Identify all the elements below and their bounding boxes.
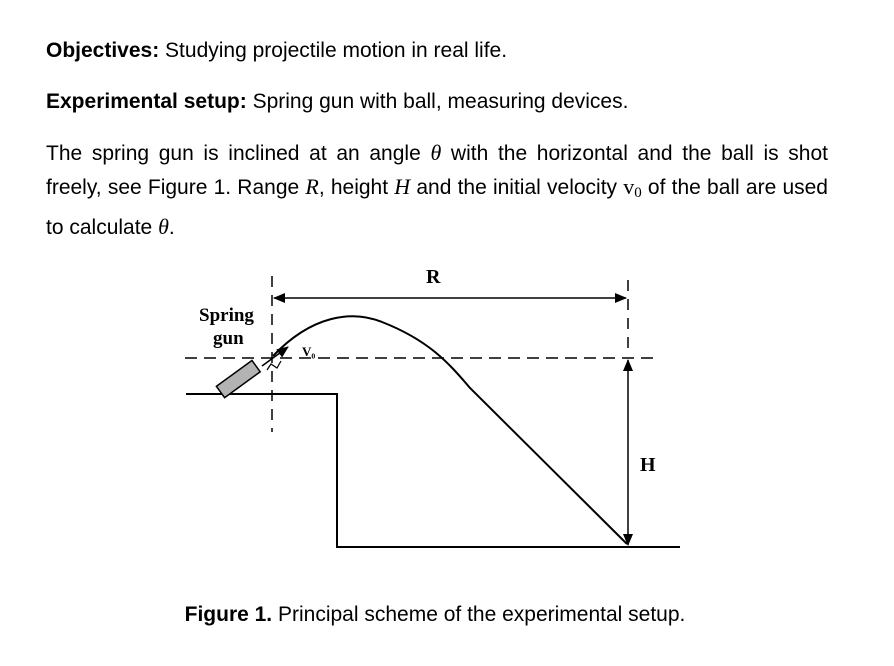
desc-part1: The spring gun is inclined at an angle: [46, 142, 431, 165]
setup-label: Experimental setup:: [46, 90, 247, 113]
range-symbol: R: [305, 174, 319, 199]
setup-text: Spring gun with ball, measuring devices.: [246, 90, 629, 113]
desc-part2: with the horizontal and the ball is shot freely, see Figure 1. Range: [46, 142, 828, 199]
description-paragraph: [46, 136, 828, 244]
desc-part3: , height: [318, 176, 395, 199]
angle-arc: [267, 361, 281, 370]
range-label: R: [426, 266, 441, 288]
theta-symbol-2: θ: [158, 214, 169, 239]
caption-label: Figure 1.: [184, 603, 273, 626]
theta-symbol: θ: [430, 140, 442, 165]
velocity-symbol: v: [623, 174, 635, 199]
desc-part5: of the ball are used to calculate: [46, 176, 828, 239]
trajectory-curve: [273, 316, 627, 544]
velocity-subscript: 0: [634, 185, 642, 201]
setup-diagram: [0, 250, 894, 570]
height-label: H: [640, 454, 656, 476]
velocity-arrow: [262, 347, 288, 366]
objectives-text: Studying projectile motion in real life.: [159, 39, 508, 62]
gun-label: gun: [213, 328, 244, 349]
objectives-line: [46, 34, 507, 67]
desc-part4: and the initial velocity: [410, 176, 624, 199]
caption-text: Principal scheme of the experimental setup.: [272, 603, 686, 626]
figure-caption: [0, 600, 870, 630]
figure-1: [0, 250, 894, 575]
v0-label: V₀: [302, 344, 316, 359]
desc-end: .: [168, 216, 175, 239]
objectives-label: Objectives:: [46, 39, 160, 62]
spring-gun-barrel: [216, 360, 260, 397]
setup-line: [46, 85, 628, 118]
height-symbol: H: [394, 174, 411, 199]
spring-label: Spring: [199, 305, 254, 326]
